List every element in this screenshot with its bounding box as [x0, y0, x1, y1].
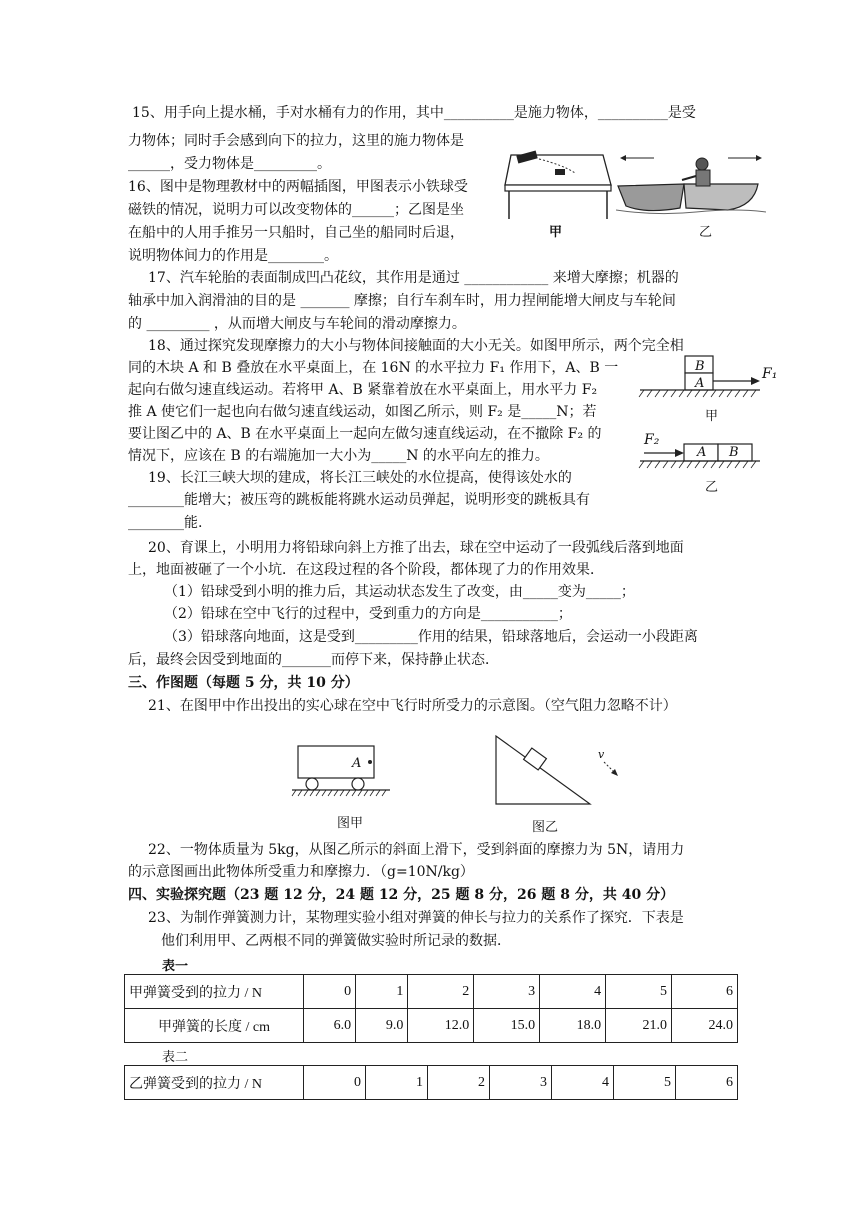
fig-yi-label: 乙: [705, 480, 719, 495]
q16-line3: 在船中的人用手推另一只船时，自己坐的船同时后退，: [128, 225, 464, 241]
q21-text: 21、在图甲中作出投出的实心球在空中飞行时所受力的示意图。（空气阻力忽略不计）: [148, 698, 677, 714]
table-cell: 5: [614, 1066, 676, 1100]
table-cell: 18.0: [540, 1009, 606, 1043]
fig-jia-label: 甲: [705, 409, 719, 424]
table-cell: 乙弹簧受到的拉力 / N: [125, 1066, 304, 1100]
cart-figure: [290, 740, 392, 800]
q20-line4: （2）铅球在空中飞行的过程中，受到重力的方向是___________；: [164, 606, 572, 622]
table-cell: 12.0: [408, 1009, 474, 1043]
table-cell: 3: [474, 975, 540, 1009]
table-cell: 4: [552, 1066, 614, 1100]
q18-line6: 情况下，应该在 B 的右端施加一大小为_____N 的水平向左的推力。: [128, 448, 549, 464]
f2-label: F₂: [644, 432, 660, 448]
q22-line2: 的示意图画出此物体所受重力和摩擦力．（g=10N/kg）: [128, 864, 474, 880]
magnet-table-figure: [503, 143, 615, 223]
q18-line2: 同的木块 A 和 B 叠放在水平桌面上，在 16N 的水平拉力 F₁ 作用下，A、B 一: [128, 360, 619, 376]
q18-line3: 起向右做匀速直线运动。若将甲 A、B 紧靠着放在水平桌面上，用水平力 F₂: [128, 382, 598, 398]
table-cell: 甲弹簧受到的拉力 / N: [125, 975, 304, 1009]
q17-line1: 17、汽车轮胎的表面制成凹凸花纹，其作用是通过 ____________ 来增大摩擦；机器的: [148, 270, 679, 286]
table-cell: 3: [490, 1066, 552, 1100]
q20-line2: 上，地面被砸了一个小坑．在这段过程的各个阶段，都体现了力的作用效果．: [128, 562, 604, 578]
table2: [124, 1065, 738, 1100]
figure-label-yi: 乙: [699, 225, 713, 240]
section-4-heading: 四、实验探究题（23 题 12 分，24 题 12 分，25 题 8 分，26 题 8 分，共 40 分）: [128, 887, 675, 903]
table-row: [125, 1009, 738, 1043]
q19-line3: ________能.: [128, 515, 203, 531]
block-b2-label: B: [729, 445, 739, 460]
table-row: [125, 975, 738, 1009]
figure-caption-jia: 图甲: [337, 816, 364, 831]
table-cell: 21.0: [606, 1009, 672, 1043]
q18-line4: 推 A 使它们一起也向右做匀速直线运动，如图乙所示，则 F₂ 是_____N；若: [128, 404, 597, 420]
table-cell: 2: [408, 975, 474, 1009]
table-cell: 2: [428, 1066, 490, 1100]
block-a2-label: A: [697, 445, 707, 460]
q15-line2: 力物体；同时手会感到向下的拉力，这里的施力物体是: [128, 133, 464, 149]
q16-line4: 说明物体间力的作用是________。: [128, 248, 338, 264]
block-b-label: B: [695, 359, 705, 374]
table1-caption: 表一: [162, 959, 189, 974]
q20-line3: （1）铅球受到小明的推力后，其运动状态发生了改变，由_____变为_____；: [164, 584, 635, 600]
q19-line1: 19、长江三峡大坝的建成，将长江三峡处的水位提高，使得该处水的: [148, 470, 572, 486]
incline-figure: [492, 732, 626, 808]
table-cell: 15.0: [474, 1009, 540, 1043]
table-cell: 5: [606, 975, 672, 1009]
f1-label: F₁: [762, 366, 778, 382]
table-cell: 4: [540, 975, 606, 1009]
table-cell: 0: [304, 975, 356, 1009]
table2-caption: 表二: [162, 1050, 189, 1065]
q20-line6: 后，最终会因受到地面的_______而停下来，保持静止状态．: [128, 652, 499, 668]
q16-line2: 磁铁的情况，说明力可以改变物体的______；乙图是坐: [128, 202, 464, 218]
q20-line1: 20、育课上，小明用力将铅球向斜上方推了出去，球在空中运动了一段弧线后落到地面: [148, 540, 684, 556]
q15-line1: 15、用手向上提水桶，手对水桶有力的作用，其中__________是施力物体，__________是受: [132, 105, 696, 121]
q23-line1: 23、为制作弹簧测力计，某物理实验小组对弹簧的伸长与拉力的关系作了探究．下表是: [148, 910, 684, 926]
q20-line5: （3）铅球落向地面，这是受到_________作用的结果，铅球落地后，会运动一小段距离: [164, 629, 698, 645]
table-cell: 甲弹簧的长度 / cm: [125, 1009, 304, 1043]
table1: [124, 974, 738, 1043]
q15-line3: ______，受力物体是_________。: [128, 156, 331, 172]
table-cell: 9.0: [356, 1009, 408, 1043]
q17-line3: 的 _________ ，从而增大闸皮与车轮间的滑动摩擦力。: [128, 316, 466, 332]
q23-line2: 他们利用甲、乙两根不同的弹簧做实验时所记录的数据．: [161, 933, 511, 949]
table-cell: 6: [672, 975, 738, 1009]
q22-line1: 22、一物体质量为 5kg，从图乙所示的斜面上滑下，受到斜面的摩擦力为 5N，请用力: [148, 842, 685, 858]
table-cell: 1: [366, 1066, 428, 1100]
boats-figure: [616, 150, 766, 218]
cart-a-label: A: [352, 756, 362, 771]
figure-caption-yi: 图乙: [532, 820, 559, 835]
table-cell: 24.0: [672, 1009, 738, 1043]
q18-line5: 要让图乙中的 A、B 在水平桌面上一起向左做匀速直线运动，在不撤除 F₂ 的: [128, 426, 602, 442]
table-cell: 0: [304, 1066, 366, 1100]
table-cell: 1: [356, 975, 408, 1009]
table-cell: 6: [676, 1066, 738, 1100]
table-cell: 6.0: [304, 1009, 356, 1043]
q18-line1: 18、通过探究发现摩擦力的大小与物体间接触面的大小无关。如图甲所示，两个完全相: [148, 338, 684, 354]
q17-line2: 轴承中加入润滑油的目的是 _______ 摩擦；自行车刹车时，用力捏闸能增大闸皮与车轮间: [128, 293, 676, 309]
table-row: [125, 1066, 738, 1100]
velocity-label: v: [598, 748, 605, 761]
q16-line1: 16、图中是物理教材中的两幅插图，甲图表示小铁球受: [128, 179, 468, 195]
figure-label-jia: 甲: [549, 225, 563, 240]
q19-line2: ________能增大；被压弯的跳板能将跳水运动员弹起，说明形变的跳板具有: [128, 492, 590, 508]
section-3-heading: 三、作图题（每题 5 分，共 10 分）: [128, 675, 359, 691]
block-a-label: A: [695, 376, 705, 391]
